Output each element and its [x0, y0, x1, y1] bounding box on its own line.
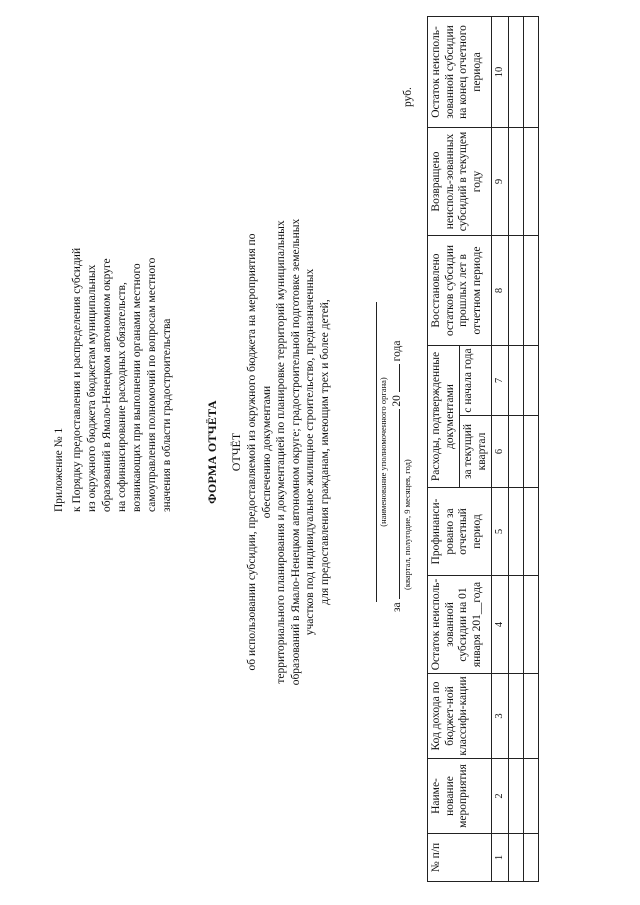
- table-cell[interactable]: [523, 128, 538, 236]
- report-line: участков под индивидуальное жилищное строительство, предназначенных: [304, 268, 316, 636]
- period-year-suffix: года: [391, 340, 403, 362]
- report-table: [427, 16, 539, 882]
- form-title: ФОРМА ОТЧЁТА: [205, 400, 219, 504]
- table-cell[interactable]: [508, 834, 523, 882]
- header-cell: за текущий квартал: [460, 416, 492, 488]
- header-cell-group: Расходы, подтвержденные документами: [428, 346, 460, 488]
- table-cell[interactable]: [508, 128, 523, 236]
- report-heading: ОТЧЁТ: [229, 432, 243, 472]
- period-caption: (квартал, полугодие, 9 месяцев, год): [402, 459, 412, 590]
- appendix-note: [52, 42, 175, 512]
- column-number: 8: [492, 236, 509, 346]
- report-line: территориального планирования и документацией по планировке территорий муниципальных: [275, 220, 287, 684]
- appendix-title: Приложение № 1: [53, 427, 65, 512]
- rotated-form: [30, 12, 610, 892]
- org-field: [362, 302, 388, 602]
- report-line: образований в Ямало-Ненецком автономном округе; градостроительной подготовке земельных: [289, 218, 302, 686]
- table-cell[interactable]: [523, 488, 538, 576]
- column-number: 9: [492, 128, 509, 236]
- column-number: 3: [492, 674, 509, 759]
- header-cell: Остаток неисполь-зованной субсидии на конец отчетного периода: [428, 17, 492, 128]
- header-cell: Остаток неисполь-зованной субсидии на 01 января 201__года: [428, 576, 492, 674]
- table-cell[interactable]: [508, 759, 523, 834]
- table-cell[interactable]: [523, 834, 538, 882]
- table-cell[interactable]: [508, 576, 523, 674]
- header-cell: Возвращено неисполь-зованных субсидий в текущем году: [428, 128, 492, 236]
- period-year-prefix: 20: [391, 395, 403, 407]
- table-cell[interactable]: [523, 759, 538, 834]
- column-number: 1: [492, 834, 509, 882]
- column-number: 10: [492, 17, 509, 128]
- report-line: для предоставления гражданам, имеющим трех и более детей,: [318, 299, 331, 605]
- column-number: 7: [492, 346, 509, 416]
- table-cell[interactable]: [523, 17, 538, 128]
- table-cell[interactable]: [523, 346, 538, 416]
- appendix-line: к Порядку предоставления и распределения субсидий: [71, 247, 83, 512]
- header-cell: с начала года: [460, 346, 492, 416]
- table-number-row: [492, 17, 509, 882]
- table-row: [523, 17, 538, 882]
- table-cell[interactable]: [508, 346, 523, 416]
- appendix-line: образований в Ямало-Ненецком автономном округе: [101, 258, 113, 512]
- table-cell[interactable]: [523, 416, 538, 488]
- units-label: руб.: [402, 87, 414, 107]
- table-header-row: [428, 17, 460, 882]
- report-line: об использовании субсидии, предоставляемой из окружного бюджета на мероприятия по обеспечению документами: [246, 233, 273, 671]
- table-cell[interactable]: [508, 488, 523, 576]
- table-cell[interactable]: [508, 674, 523, 759]
- report-description: [245, 212, 332, 692]
- header-cell: Наиме-нование мероприятия: [428, 759, 492, 834]
- column-number: 5: [492, 488, 509, 576]
- appendix-line: значения в области градостроительства: [161, 318, 173, 512]
- org-field-line[interactable]: [362, 302, 377, 602]
- appendix-line: самоуправления полномочий по вопросам местного: [146, 257, 158, 512]
- period-prefix: за: [391, 602, 403, 612]
- table-cell[interactable]: [523, 674, 538, 759]
- column-number: 6: [492, 416, 509, 488]
- appendix-line: возникающих при выполнении органами местного: [131, 263, 143, 512]
- table-row: [508, 17, 523, 882]
- header-cell: Код дохода по бюджет-ной классифи-кации: [428, 674, 492, 759]
- header-cell: Профинанси-ровано за отчетный период: [428, 488, 492, 576]
- header-cell: Восстановлено остатков субсидии прошлых лет в отчетном периоде: [428, 236, 492, 346]
- appendix-line: из окружного бюджета бюджетам муниципальных: [86, 264, 98, 512]
- header-cell: № п/п: [428, 834, 492, 882]
- table-cell[interactable]: [523, 576, 538, 674]
- period-blank[interactable]: [387, 409, 400, 599]
- table-cell[interactable]: [508, 17, 523, 128]
- table-cell[interactable]: [523, 236, 538, 346]
- appendix-line: на софинансирование расходных обязательств,: [116, 282, 128, 512]
- column-number: 2: [492, 759, 509, 834]
- table-cell[interactable]: [508, 236, 523, 346]
- period-field: [387, 340, 412, 612]
- org-field-caption: (наименование уполномоченного органа): [378, 377, 388, 527]
- column-number: 4: [492, 576, 509, 674]
- table-cell[interactable]: [508, 416, 523, 488]
- period-year-blank[interactable]: [387, 364, 400, 392]
